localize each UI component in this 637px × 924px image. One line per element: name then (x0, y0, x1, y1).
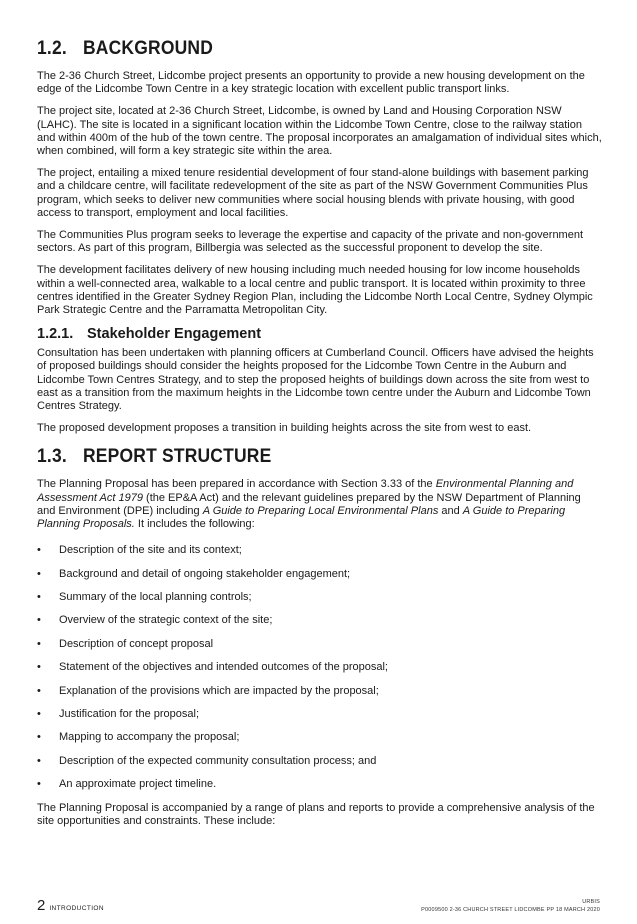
footer-page-label (37, 897, 104, 915)
paragraph: The 2-36 Church Street, Lidcombe project presents an opportunity to provide a new housing development on the edge of the Lidcombe Town Centre in a key strategic location with excellent public transport links. (37, 70, 585, 96)
footer-doc-ref: P0009500 2-36 CHURCH STREET LIDCOMBE PP 18 MARCH 2020 (421, 907, 600, 913)
footer-brand: URBIS (582, 899, 600, 905)
paragraph: The proposed development proposes a transition in building heights across the site from west to east. (37, 422, 532, 435)
page-number: 2 (37, 897, 46, 914)
bullet-icon: • (37, 661, 41, 674)
list-item (37, 685, 602, 698)
section-number: 1.2. (37, 38, 67, 59)
list-item (37, 755, 602, 768)
list-item-text: Description of concept proposal (59, 637, 214, 650)
footer-doc-info (421, 898, 600, 914)
paragraph: The development facilitates delivery of new housing including much needed housing for low income households within a well-connected area, walkable to a local centre and public transport. It is located within proximity to three centres identified in the Greater Sydney Region Plan, including the Lidcombe North Local Centre, Sydney Olympic Park Strategic Centre and the Parramatta Metropolitan City. (37, 264, 593, 317)
page-content (37, 38, 602, 837)
intro-text: It includes the following: (134, 518, 255, 531)
list-item (37, 778, 602, 791)
bullet-icon: • (37, 591, 41, 604)
list-item-text: Statement of the objectives and intended outcomes of the proposal; (59, 661, 388, 674)
bullet-icon: • (37, 684, 41, 697)
list-item-text: Overview of the strategic context of the site; (59, 614, 273, 627)
list-item-text: An approximate project timeline. (59, 778, 217, 791)
subsection-heading-stakeholder-engagement (37, 326, 602, 342)
paragraph: The project, entailing a mixed tenure residential development of four stand-alone buildings with basement parking and a childcare centre, will facilitate redevelopment of the site as part of the NSW Government Communities Plus program, which seeks to deliver new communities where social housing blends with private housing, with good access to transport, employment and local facilities. (37, 167, 589, 219)
intro-text: The Planning Proposal has been prepared in accordance with Section 3.33 of the (37, 478, 436, 491)
intro-text: (the EP&A Act) and the relevant guidelines prepared by the NSW Department of Planning and Environment (DPE) including (37, 491, 581, 517)
subsection-number: 1.2.1. (37, 326, 74, 343)
intro-text: and (438, 504, 463, 517)
list-item (37, 661, 602, 674)
act-title: Environmental Planning and Assessment Act 1979 (37, 478, 574, 504)
report-structure-list (37, 544, 602, 791)
list-item-text: Background and detail of ongoing stakeholder engagement; (59, 567, 351, 580)
list-item (37, 544, 602, 557)
list-item (37, 614, 602, 627)
section-title: BACKGROUND (83, 38, 214, 59)
bullet-icon: • (37, 708, 41, 721)
bullet-icon: • (37, 567, 41, 580)
section-number: 1.3. (37, 446, 67, 468)
bullet-icon: • (37, 614, 41, 627)
paragraph: Consultation has been undertaken with planning officers at Cumberland Council. Officers have advised the heights of proposed buildings should consider the heights proposed for the Lidcombe Town Centre in the Auburn and Lidcombe Town Centres Strategy, and to step the proposed heights of buildings down across the site from west to east as a transition from the maximum heights in the Lidcombe town centre under the Auburn and Lidcombe Town Centres Strategy. (37, 347, 594, 413)
section-title: REPORT STRUCTURE (83, 446, 272, 468)
list-item (37, 731, 602, 744)
section-heading-report-structure (37, 446, 557, 468)
list-item-text: Description of the expected community consultation process; and (59, 754, 377, 767)
list-item-text: Summary of the local planning controls; (59, 591, 252, 604)
paragraph: The Planning Proposal is accompanied by a range of plans and reports to provide a comprehensive analysis of the site opportunities and constraints. These include: (37, 801, 595, 827)
paragraph: The project site, located at 2-36 Church Street, Lidcombe, is owned by Land and Housing Corporation NSW (LAHC). The site is located in a significant location within the Lidcombe Town Centre, close to the railway station and within 400m of the hub of the town centre. The proposal incorporates an amalgamation of individual sites which, when combined, will form a key strategic site within the area. (37, 105, 602, 158)
bullet-icon: • (37, 731, 41, 744)
bullet-icon: • (37, 754, 41, 767)
list-item (37, 708, 602, 721)
section-heading-background (37, 38, 557, 60)
guide-title: A Guide to Preparing Planning Proposals. (37, 504, 566, 531)
guide-title: A Guide to Preparing Local Environmental Plans (202, 504, 439, 517)
list-item-text: Description of the site and its context; (59, 544, 242, 557)
bullet-icon: • (37, 778, 41, 791)
list-item (37, 591, 602, 604)
list-item (37, 638, 602, 651)
list-item-text: Mapping to accompany the proposal; (59, 731, 240, 744)
bullet-icon: • (37, 637, 41, 650)
paragraph: The Communities Plus program seeks to leverage the expertise and capacity of the private and non-government sectors. As part of this program, Billbergia was selected as the successful proponent to develop the site. (37, 229, 584, 255)
list-item-text: Explanation of the provisions which are impacted by the proposal; (59, 684, 379, 697)
list-item-text: Justification for the proposal; (59, 708, 200, 721)
subsection-title: Stakeholder Engagement (87, 326, 262, 343)
bullet-icon: • (37, 544, 41, 557)
footer-section: INTRODUCTION (49, 905, 104, 912)
list-item (37, 568, 602, 581)
report-structure-intro (37, 478, 602, 531)
